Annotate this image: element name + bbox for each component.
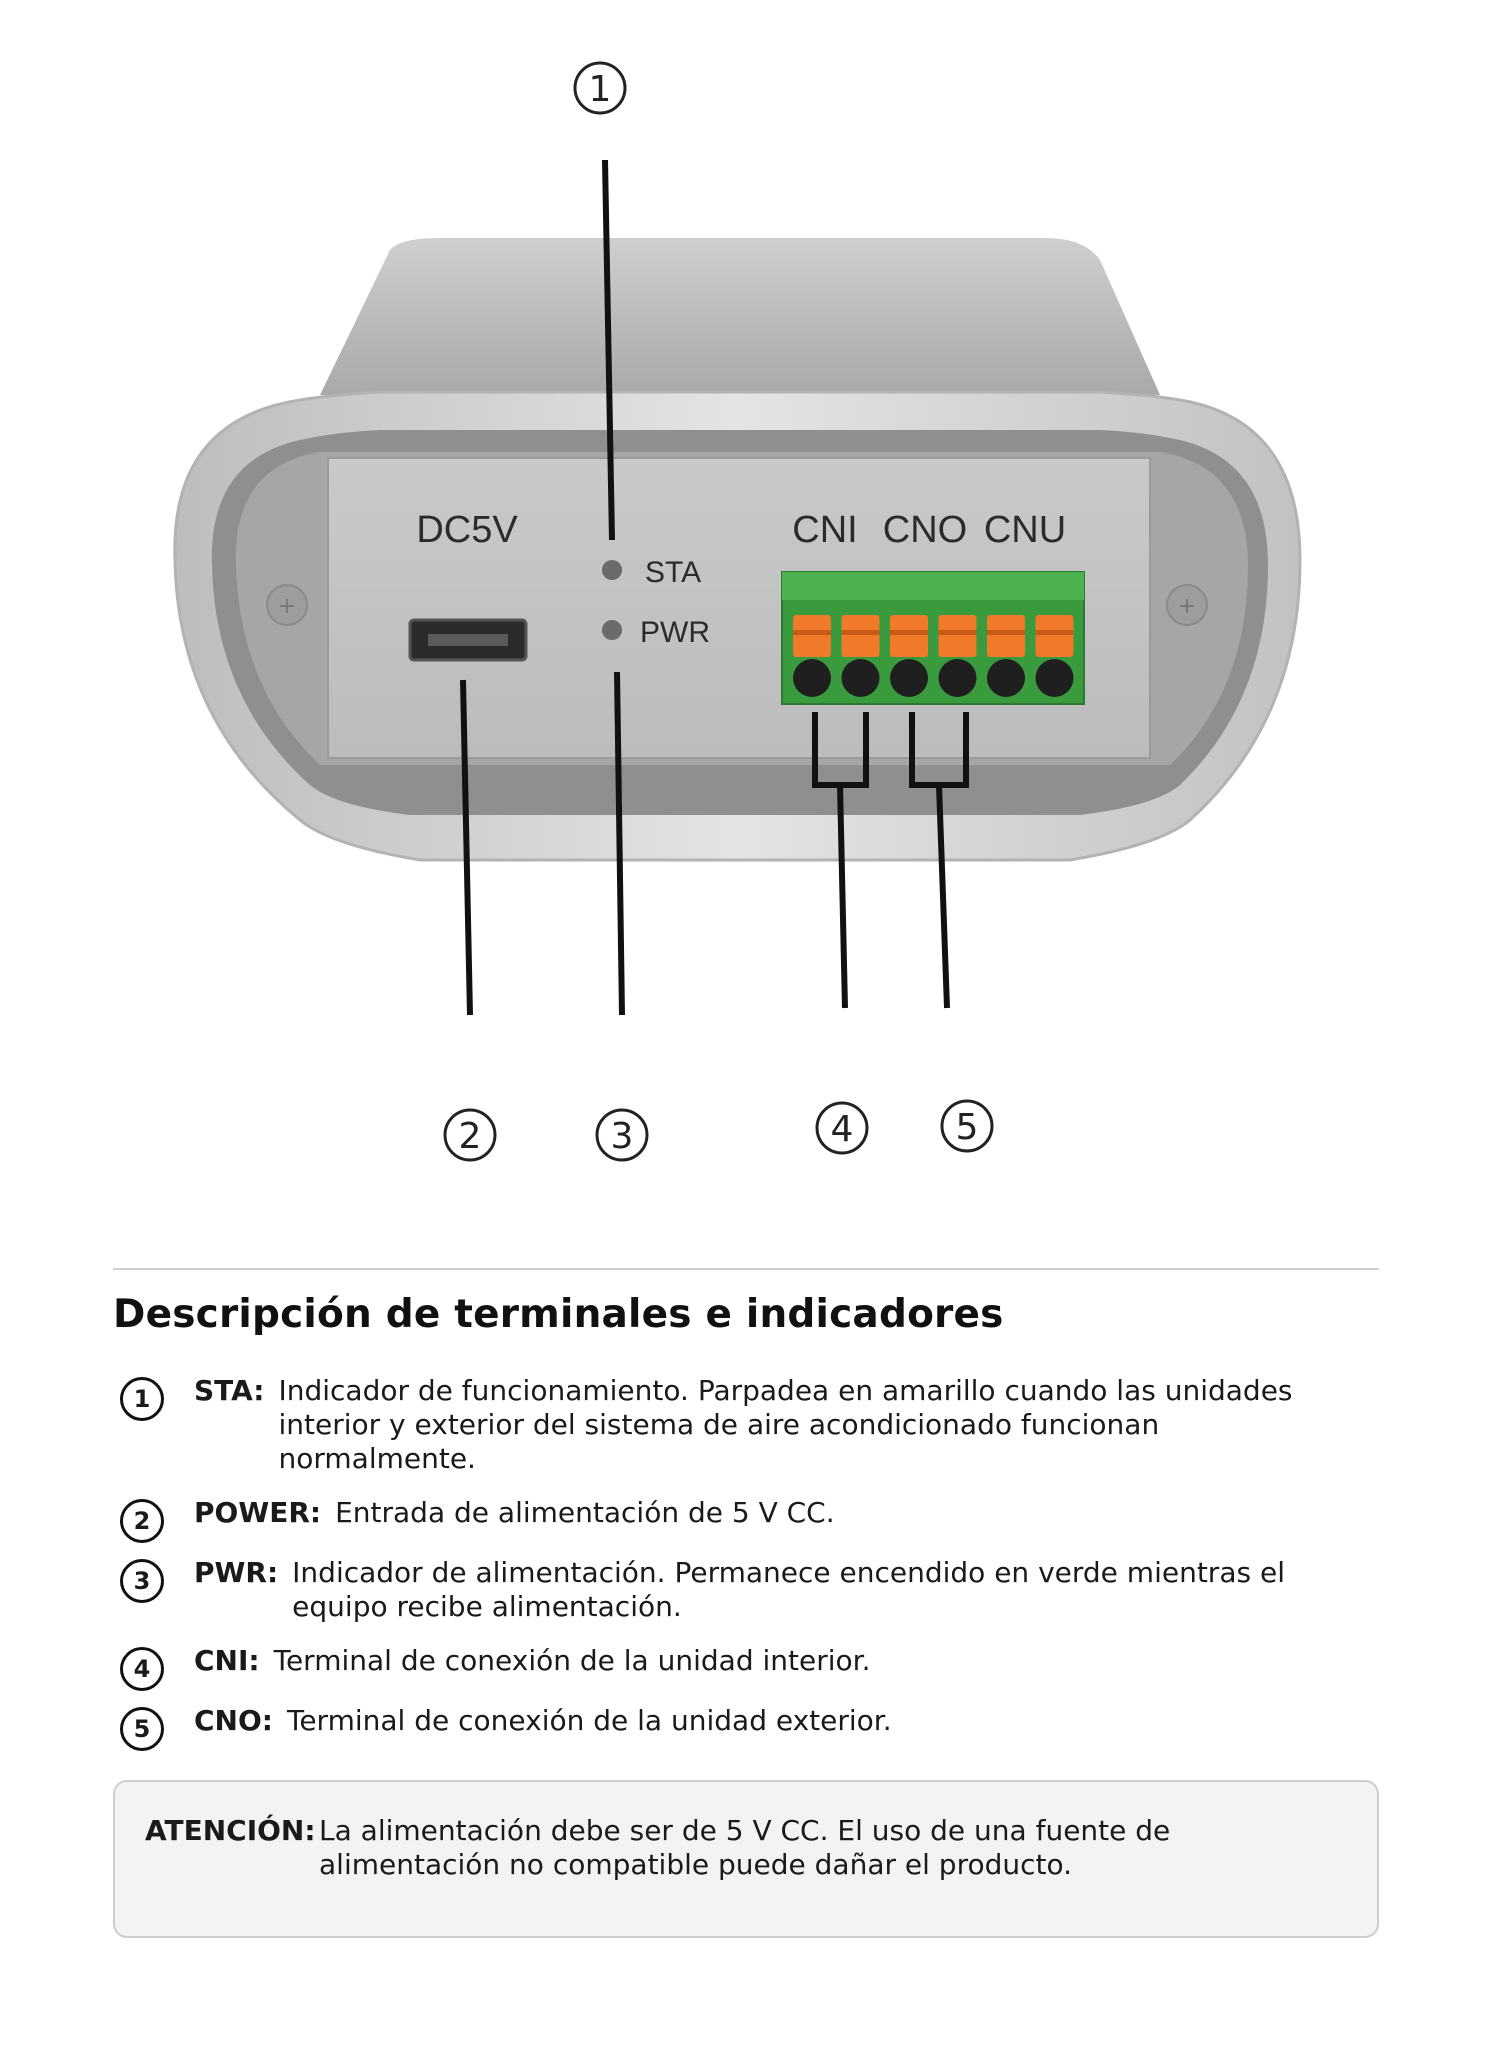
terminal-lever: [890, 615, 928, 657]
cni-label: CNI: [792, 509, 858, 551]
number-badge: 1: [120, 1377, 164, 1421]
dc5v-label: DC5V: [416, 509, 518, 551]
terminal-hole: [890, 659, 928, 697]
terminal-lever: [987, 615, 1025, 657]
svg-text:5: 5: [955, 1107, 979, 1148]
term-label: POWER:: [194, 1496, 322, 1529]
pwr-led: [602, 620, 622, 640]
number-badge: 4: [120, 1647, 164, 1691]
list-item: [120, 1374, 1328, 1476]
term-label: STA:: [194, 1374, 265, 1407]
housing-top: [320, 238, 1160, 395]
svg-text:4: 4: [830, 1109, 854, 1150]
term-description: Terminal de conexión de la unidad interior.: [273, 1644, 871, 1677]
cnu-label: CNU: [983, 509, 1067, 551]
svg-text:+: +: [1177, 594, 1197, 619]
terminal-hole: [842, 659, 880, 697]
term-description: Entrada de alimentación de 5 V CC.: [335, 1496, 835, 1529]
number-badge: 5: [120, 1707, 164, 1751]
terminal-hole: [987, 659, 1025, 697]
term-description: Indicador de alimentación. Permanece encendido en verde mientras el equipo recibe alimentación.: [292, 1556, 1285, 1623]
sta-label: STA: [645, 556, 702, 589]
number-badge: 2: [120, 1499, 164, 1543]
term-label: CNO:: [194, 1704, 273, 1737]
callout-5: [942, 1101, 992, 1151]
terminal-block: [782, 572, 1084, 704]
number-badge: 3: [120, 1559, 164, 1603]
callout-3: [597, 1110, 647, 1160]
callout-1: [575, 63, 625, 113]
term-description: Terminal de conexión de la unidad exterior.: [286, 1704, 892, 1737]
list-item: [120, 1496, 1335, 1543]
term-description: Indicador de funcionamiento. Parpadea en amarillo cuando las unidades interior y exterior del sistema de aire acondicionado funcionan normalmente.: [278, 1374, 1293, 1475]
term-label: PWR:: [194, 1556, 279, 1589]
terminal-hole: [1036, 659, 1074, 697]
attention-label: ATENCIÓN:: [145, 1814, 316, 1847]
list-item: [120, 1644, 1274, 1691]
callout-2: [445, 1110, 495, 1160]
cno-label: CNO: [882, 509, 968, 551]
term-label: CNI:: [194, 1644, 260, 1677]
svg-text:+: +: [277, 594, 297, 619]
section-title: Descripción de terminales e indicadores: [113, 1292, 1004, 1337]
terminal-hole: [939, 659, 977, 697]
attention-box: [113, 1780, 1379, 1938]
terminal-hole: [793, 659, 831, 697]
svg-text:1: 1: [588, 69, 612, 110]
callout-4: [817, 1103, 867, 1153]
terminal-lever: [939, 615, 977, 657]
terminal-lever: [793, 615, 831, 657]
section-divider: [113, 1268, 1379, 1270]
terminal-lever: [1036, 615, 1074, 657]
svg-text:2: 2: [458, 1116, 482, 1157]
list-item: [120, 1556, 1342, 1624]
sta-led: [602, 560, 622, 580]
list-item: [120, 1704, 1287, 1751]
terminal-lever: [842, 615, 880, 657]
attention-text: La alimentación debe ser de 5 V CC. El uso de una fuente de alimentación no compatible puede dañar el producto.: [319, 1814, 1171, 1881]
pwr-label: PWR: [640, 616, 710, 649]
svg-text:3: 3: [610, 1116, 634, 1157]
